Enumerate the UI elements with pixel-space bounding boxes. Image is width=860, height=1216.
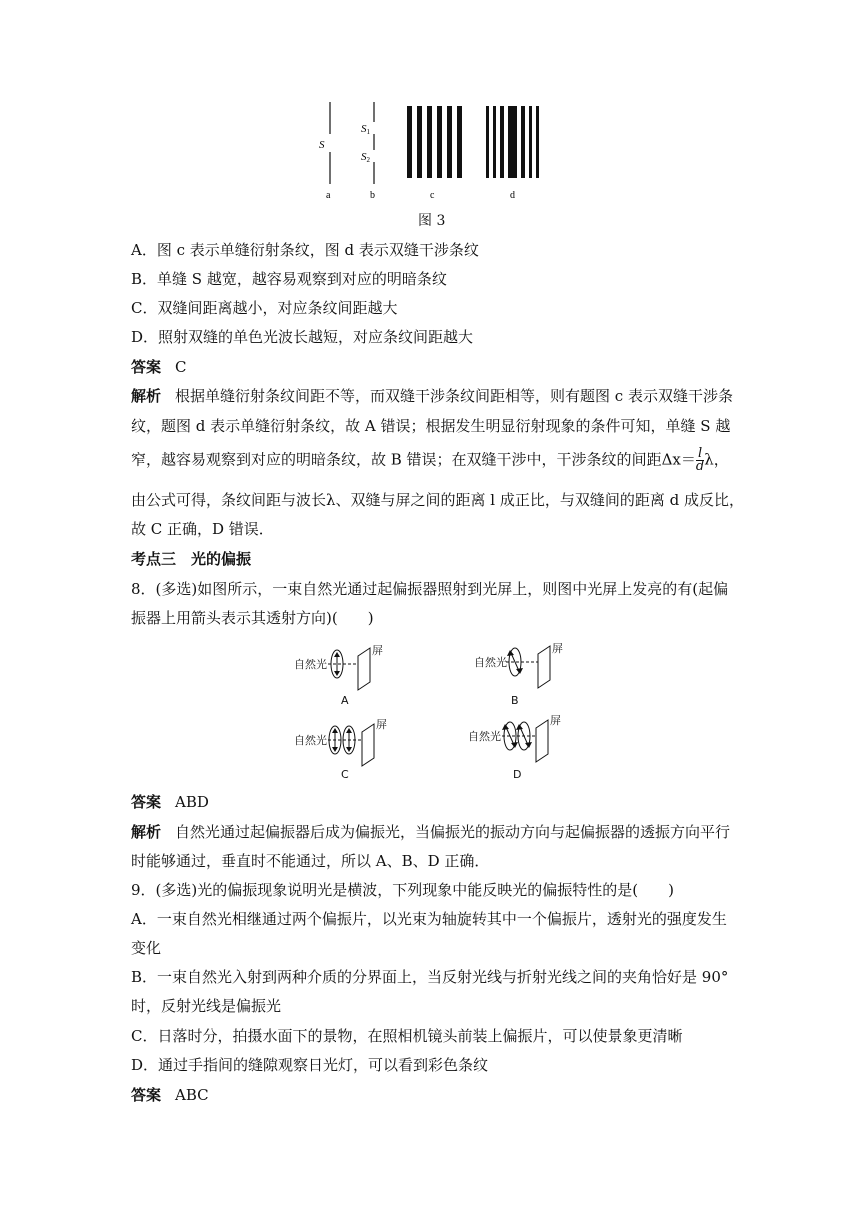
q7-option-c: C．双缝间距离越小，对应条纹间距越大: [131, 299, 398, 317]
svg-text:A: A: [341, 694, 349, 707]
fringe-pattern-d: [486, 106, 539, 178]
answer-value: ABC: [175, 1086, 209, 1104]
fringe-pattern-c: [407, 106, 462, 178]
slit-s-label: S: [319, 139, 325, 151]
q9-option-b-line1: B．一束自然光入射到两种介质的分界面上，当反射光线与折射光线之间的夹角恰好是 90°: [131, 968, 729, 986]
svg-text:自然光: 自然光: [294, 658, 327, 671]
q9-stem: 9．(多选)光的偏振现象说明光是横波，下列现象中能反映光的偏振特性的是( ): [131, 881, 674, 899]
q7-analysis-line3: 窄，越容易观察到对应的明暗条纹，故 B 错误；在双缝干涉中，干涉条纹的间距Δx＝ $\frac{l}{d}$ λ，: [131, 446, 729, 474]
slit-s2-label: S2: [361, 151, 370, 164]
answer-label: 答案: [131, 1086, 162, 1104]
polarizer-diagram-d: [468, 714, 561, 781]
polarizer-diagram-a: [294, 644, 383, 707]
q7-analysis-line5: 故 C 正确，D 错误．: [131, 520, 274, 538]
q7-analysis-line1: 解析 根据单缝衍射条纹间距不等，而双缝干涉条纹间距相等，则有题图 c 表示双缝干涉条: [131, 387, 733, 405]
answer-value: C: [175, 358, 187, 376]
svg-text:自然光: 自然光: [474, 656, 507, 669]
section-title: 考点三 光的偏振: [131, 550, 252, 568]
answer-label: 答案: [131, 793, 162, 811]
q9-option-b-line2: 时，反射光线是偏振光: [131, 997, 282, 1015]
figure-3: [300, 98, 560, 204]
svg-text:D: D: [513, 768, 522, 781]
sub-label-d: d: [510, 190, 515, 201]
polarizer-diagram-b: [474, 642, 563, 707]
answer-label: 答案: [131, 358, 162, 376]
q7-option-a: A．图 c 表示单缝衍射条纹，图 d 表示双缝干涉条纹: [131, 241, 479, 259]
sub-label-c: c: [430, 190, 435, 201]
svg-text:屏: 屏: [552, 642, 563, 655]
svg-text:C: C: [341, 768, 349, 781]
fraction-l-over-d: $\frac{l}{d}$: [695, 446, 705, 474]
q9-option-c: C．日落时分，拍摄水面下的景物，在照相机镜头前装上偏振片，可以使景象更清晰: [131, 1027, 683, 1045]
q8-analysis-line2: 时能够通过，垂直时不能通过，所以 A、B、D 正确．: [131, 852, 490, 870]
analysis-label: 解析: [131, 387, 162, 405]
q8-stem-line2: 振器上用箭头表示其透射方向)( ): [131, 609, 374, 627]
q8-answer: [131, 792, 209, 812]
svg-text:屏: 屏: [376, 718, 387, 731]
answer-value: ABD: [175, 793, 209, 811]
q9-option-d: D．通过手指间的缝隙观察日光灯，可以看到彩色条纹: [131, 1056, 489, 1074]
q7-option-b: B．单缝 S 越宽，越容易观察到对应的明暗条纹: [131, 270, 447, 288]
svg-text:自然光: 自然光: [468, 730, 501, 743]
q9-option-a-line1: A．一束自然光相继通过两个偏振片，以光束为轴旋转其中一个偏振片，透射光的强度发生: [131, 910, 727, 928]
svg-text:自然光: 自然光: [294, 734, 327, 747]
q8-stem-line1: 8．(多选)如图所示，一束自然光通过起偏振器照射到光屏上，则图中光屏上发亮的有(起偏: [131, 580, 729, 598]
analysis-label: 解析: [131, 823, 162, 841]
svg-text:B: B: [511, 694, 519, 707]
sub-label-b: b: [370, 190, 375, 201]
q9-option-a-line2: 变化: [131, 939, 162, 957]
svg-text:屏: 屏: [550, 714, 561, 727]
sub-label-a: a: [326, 190, 331, 201]
slit-s1-label: S1: [361, 123, 370, 136]
svg-text:屏: 屏: [372, 644, 383, 657]
figure-caption: 图 3: [418, 213, 446, 229]
q9-answer: [131, 1085, 209, 1105]
q7-option-d: D．照射双缝的单色光波长越短，对应条纹间距越大: [131, 328, 474, 346]
polarizer-diagram-c: [294, 718, 387, 781]
q8-analysis-line1: 解析 自然光通过起偏振器后成为偏振光，当偏振光的振动方向与起偏振器的透振方向平行: [131, 823, 731, 841]
q7-analysis-line2: 纹，题图 d 表示单缝衍射条纹，故 A 错误；根据发生明显衍射现象的条件可知，单缝 S 越: [131, 417, 731, 435]
q7-analysis-line4: 由公式可得，条纹间距与波长λ、双缝与屏之间的距离 l 成正比，与双缝间的距离 d 成反比，: [131, 491, 744, 509]
q7-answer: [131, 357, 187, 377]
polarizer-figure: [290, 640, 590, 785]
